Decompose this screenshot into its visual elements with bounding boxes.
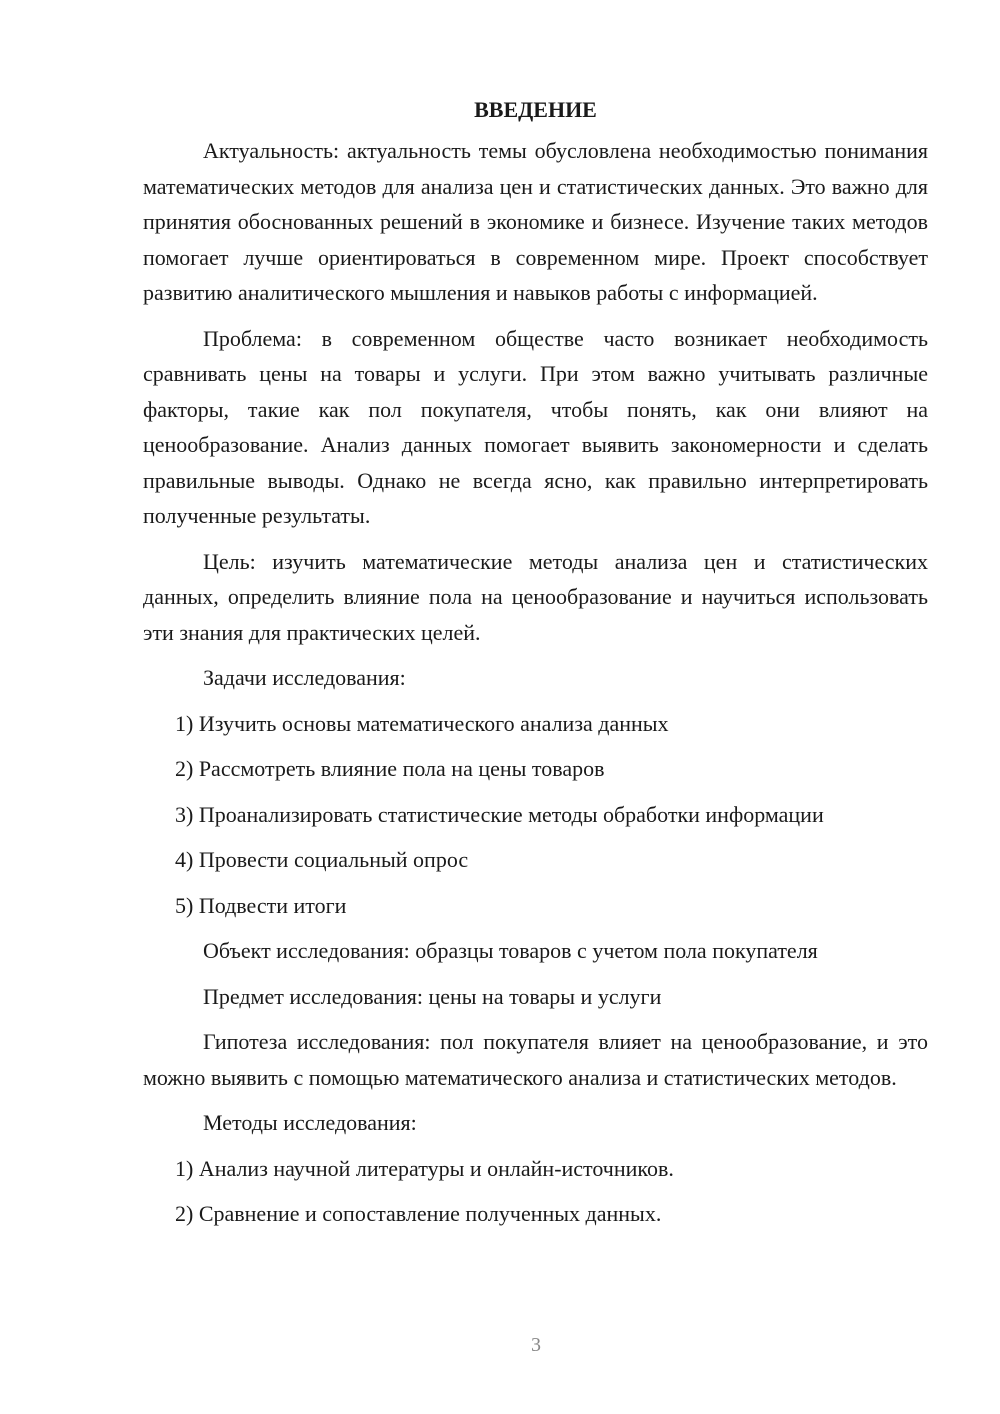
page-number: 3: [531, 1334, 541, 1356]
subject-line: Предмет исследования: цены на товары и услуги: [203, 983, 662, 1009]
list-item: 2) Рассмотреть влияние пола на цены товаров: [175, 756, 605, 781]
page-title: ВВЕДЕНИЕ: [474, 97, 597, 122]
list-item: 4) Провести социальный опрос: [175, 847, 469, 872]
problem-paragraph: Проблема: в современном обществе часто возникает необходимость сравнивать цены на товары и услуги. При этом важно учитывать различные факторы, такие как пол покупателя, чтобы понять, как они влияют на ценообразование. Анализ данных помогает выявить закономерности и сделать правильные выводы. Однако не всегда ясно, как правильно интерпретировать полученные результаты.: [143, 325, 928, 528]
document-page: [143, 94, 928, 1242]
list-item: 2) Сравнение и сопоставление полученных данных.: [175, 1201, 662, 1226]
list-item: 1) Анализ научной литературы и онлайн-источников.: [175, 1155, 674, 1181]
tasks-heading: Задачи исследования:: [203, 665, 406, 690]
list-item: 5) Подвести итоги: [175, 892, 347, 918]
methods-heading: Методы исследования:: [203, 1110, 417, 1135]
hypothesis-paragraph: Гипотеза исследования: пол покупателя влияет на ценообразование, и это можно выявить с помощью математического анализа и статистических методов.: [143, 1029, 928, 1090]
goal-paragraph: Цель: изучить математические методы анализа цен и статистических данных, определить влияние пола на ценообразование и научиться использовать эти знания для практических целей.: [143, 548, 928, 645]
list-item: 3) Проанализировать статистические методы обработки информации: [175, 801, 824, 827]
list-item: 1) Изучить основы математического анализа данных: [175, 710, 669, 736]
object-line: Объект исследования: образцы товаров с учетом пола покупателя: [203, 938, 818, 963]
methods-list: [143, 1151, 928, 1232]
relevance-paragraph: Актуальность: актуальность темы обусловлена необходимостью понимания математических методов для анализа цен и статистических данных. Это важно для принятия обоснованных решений в экономике и бизнесе. Изучение таких методов помогает лучше ориентироваться в современном мире. Проект способствует развитию аналитического мышления и навыков работы с информацией.: [143, 138, 928, 305]
tasks-list: [143, 706, 928, 924]
